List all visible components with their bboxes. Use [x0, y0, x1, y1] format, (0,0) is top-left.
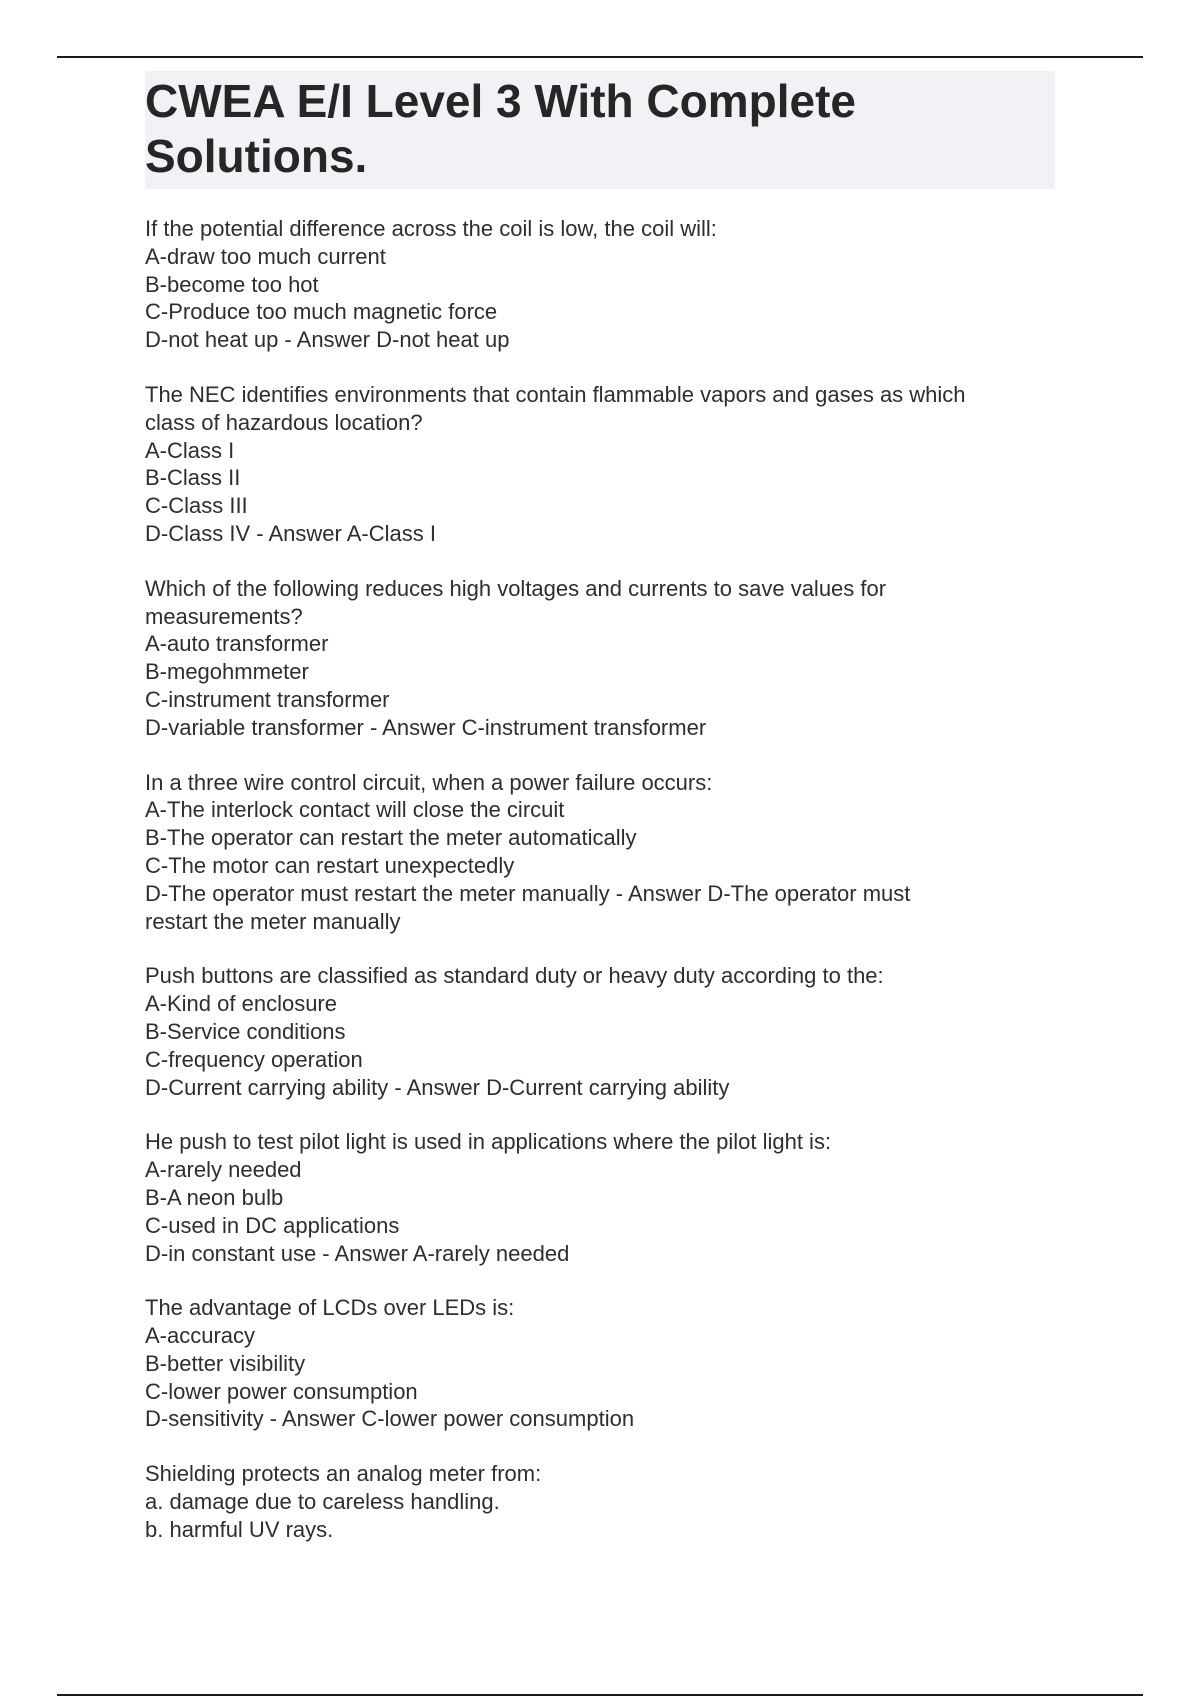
answer-option: A-The interlock contact will close the circuit [145, 797, 565, 823]
bottom-rule [57, 1694, 1143, 1696]
question-item [145, 1294, 1055, 1433]
answer-option: C-lower power consumption [145, 1378, 418, 1404]
answer-option: B-The operator can restart the meter automatically [145, 825, 637, 851]
answer-option: B-better visibility [145, 1350, 306, 1376]
answer-option: B-megohmmeter [145, 659, 309, 685]
question-text-continued: measurements? [145, 603, 303, 629]
answer-solution-continued: restart the meter manually [145, 908, 401, 934]
question-text: The advantage of LCDs over LEDs is: [145, 1295, 515, 1321]
question-text: In a three wire control circuit, when a power failure occurs: [145, 769, 713, 795]
answer-option: B-Service conditions [145, 1018, 346, 1044]
question-item [145, 769, 1055, 936]
answer-option: C-Class III [145, 493, 248, 519]
answer-option: B-become too hot [145, 271, 319, 297]
question-item [145, 962, 1055, 1101]
answer-option: A-rarely needed [145, 1157, 302, 1183]
document-title: CWEA E/I Level 3 With Complete Solutions. [145, 75, 856, 182]
question-item [145, 215, 1055, 354]
question-item [145, 1128, 1055, 1267]
answer-option-with-solution: D-not heat up - Answer D-not heat up [145, 327, 510, 353]
answer-option-with-solution: D-Current carrying ability - Answer D-Current carrying ability [145, 1074, 730, 1100]
question-text-continued: class of hazardous location? [145, 409, 423, 435]
question-text: He push to test pilot light is used in applications where the pilot light is: [145, 1129, 832, 1155]
answer-option-with-solution: D-in constant use - Answer A-rarely needed [145, 1240, 570, 1266]
answer-option: B-Class II [145, 465, 241, 491]
document-page [145, 71, 1055, 1571]
question-item [145, 575, 1055, 742]
answer-option: C-frequency operation [145, 1046, 363, 1072]
answer-option-with-solution: D-Class IV - Answer A-Class I [145, 520, 436, 546]
question-text: The NEC identifies environments that contain flammable vapors and gases as which [145, 381, 966, 407]
answer-option-with-solution: D-The operator must restart the meter manually - Answer D-The operator must [145, 880, 911, 906]
answer-option: B-A neon bulb [145, 1184, 284, 1210]
answer-option: A-auto transformer [145, 631, 329, 657]
answer-option: C-Produce too much magnetic force [145, 299, 498, 325]
answer-option-with-solution: D-sensitivity - Answer C-lower power consumption [145, 1406, 635, 1432]
answer-option: C-instrument transformer [145, 686, 390, 712]
title-block [145, 71, 1055, 189]
answer-option: A-draw too much current [145, 243, 386, 269]
question-text: If the potential difference across the coil is low, the coil will: [145, 216, 717, 241]
answer-option: C-The motor can restart unexpectedly [145, 852, 515, 878]
question-text: Push buttons are classified as standard duty or heavy duty according to the: [145, 963, 884, 989]
question-item [145, 1460, 1055, 1543]
question-text: Shielding protects an analog meter from: [145, 1461, 542, 1487]
answer-option: C-used in DC applications [145, 1212, 400, 1238]
top-rule [57, 56, 1143, 58]
answer-option: A-Class I [145, 437, 235, 463]
answer-option: A-accuracy [145, 1323, 256, 1349]
question-list [145, 215, 1055, 1544]
question-text: Which of the following reduces high voltages and currents to save values for [145, 575, 887, 601]
answer-option-with-solution: D-variable transformer - Answer C-instrument transformer [145, 714, 707, 740]
question-item [145, 381, 1055, 548]
answer-option: A-Kind of enclosure [145, 991, 337, 1017]
answer-option: b. harmful UV rays. [145, 1516, 334, 1542]
answer-option: a. damage due to careless handling. [145, 1489, 500, 1515]
